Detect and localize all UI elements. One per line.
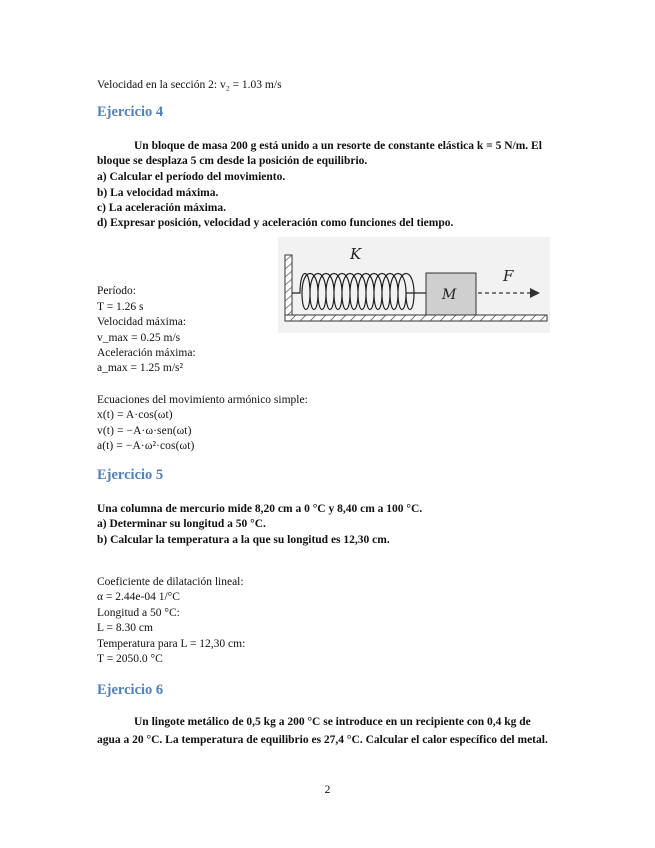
exercise-4-statement-line-2: bloque se desplaza 5 cm desde la posición de equilibrio.	[97, 155, 368, 167]
force-label: F	[503, 267, 514, 285]
exercise-4-item-c: c) La aceleración máxima.	[97, 202, 227, 214]
equation-position: x(t) = A·cos(ωt)	[97, 409, 173, 421]
equation-acceleration: a(t) = −A·ω²·cos(ωt)	[97, 440, 195, 452]
exercise-6-statement-line-1: Un lingote metálico de 0,5 kg a 200 °C se introduce en un recipiente con 0,4 kg de	[134, 716, 531, 728]
exercise-6-heading: Ejercicio 6	[97, 682, 164, 698]
exercise-5-statement: Una columna de mercurio mide 8,20 cm a 0 °C y 8,40 cm a 100 °C.	[97, 503, 423, 515]
exercise-5-item-b: b) Calcular la temperatura a la que su longitud es 12,30 cm.	[97, 534, 390, 546]
exercise-4-item-b: b) La velocidad máxima.	[97, 187, 219, 199]
max-velocity-value: v_max = 0.25 m/s	[97, 332, 181, 344]
exercise-4-statement-line-1: Un bloque de masa 200 g está unido a un resorte de constante elástica k = 5 N/m. El	[134, 140, 542, 152]
length-50c-label: Longitud a 50 °C:	[97, 607, 180, 619]
exercise-4-heading: Ejercicio 4	[97, 104, 164, 120]
expansion-coefficient-label: Coeficiente de dilatación lineal:	[97, 576, 244, 588]
temperature-value: T = 2050.0 °C	[97, 653, 163, 665]
period-label: Período:	[97, 285, 136, 297]
exercise-5-item-a: a) Determinar su longitud a 50 °C.	[97, 518, 266, 530]
expansion-coefficient-value: α = 2.44e-04 1/°C	[97, 591, 180, 603]
exercise-5-heading: Ejercicio 5	[97, 467, 164, 483]
max-velocity-label: Velocidad máxima:	[97, 316, 187, 328]
temperature-label: Temperatura para L = 12,30 cm:	[97, 638, 246, 650]
page-number: 2	[324, 784, 331, 796]
mass-label: M	[442, 287, 457, 303]
exercise-4-item-a: a) Calcular el período del movimiento.	[97, 171, 286, 183]
shm-equations-label: Ecuaciones del movimiento armónico simple:	[97, 394, 308, 406]
velocity-section-2-line: Velocidad en la sección 2: v₂ = 1.03 m/s	[97, 79, 282, 91]
spring-mass-figure	[278, 237, 550, 333]
length-50c-value: L = 8.30 cm	[97, 622, 153, 634]
max-acceleration-value: a_max = 1.25 m/s²	[97, 362, 183, 374]
max-acceleration-label: Aceleración máxima:	[97, 347, 196, 359]
exercise-6-statement-line-2: agua a 20 °C. La temperatura de equilibrio es 27,4 °C. Calcular el calor específico del metal.	[97, 734, 548, 746]
floor	[285, 315, 547, 321]
equation-velocity: v(t) = −A·ω·sen(ωt)	[97, 425, 192, 437]
period-value: T = 1.26 s	[97, 301, 144, 313]
spring-constant-label: K	[350, 245, 362, 263]
exercise-4-item-d: d) Expresar posición, velocidad y aceleración como funciones del tiempo.	[97, 217, 454, 229]
